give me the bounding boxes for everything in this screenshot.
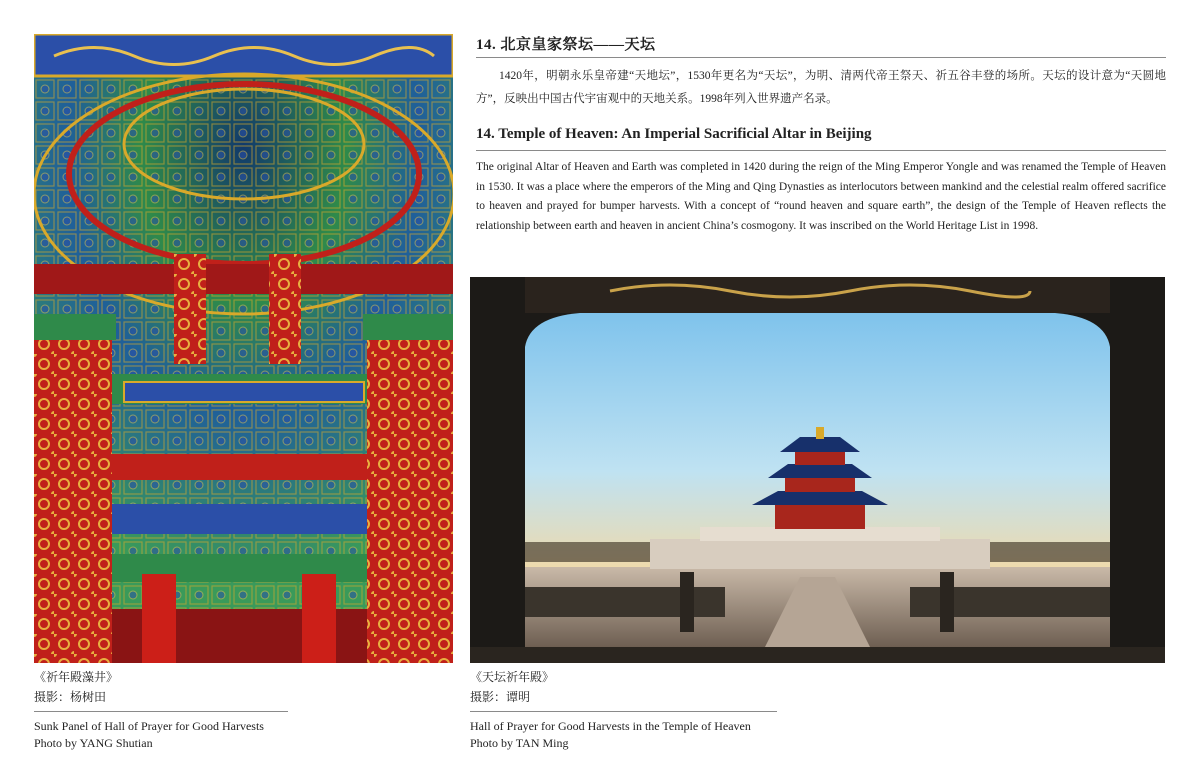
english-title: 14. Temple of Heaven: An Imperial Sacrificial Altar in Beijing <box>476 126 872 142</box>
right-caption-rule <box>470 711 777 712</box>
chinese-body: 1420年，明朝永乐皇帝建“天地坛”，1530年更名为“天坛”，为明、清两代帝王祭天、祈五谷丰登的场所。天坛的设计意为“天圆地方”，反映出中国古代宇宙观中的天地关系。1998年列入世界遗产名录。 <box>476 70 1166 105</box>
left-caption-en-photographer: Photo by YANG Shutian <box>34 736 153 750</box>
right-caption-en-photographer: Photo by TAN Ming <box>470 736 569 750</box>
right-caption-en-title: Hall of Prayer for Good Harvests in the Temple of Heaven <box>470 719 751 733</box>
right-caption-zh-photographer: 摄影：谭明 <box>470 690 531 704</box>
left-caption-rule <box>34 711 288 712</box>
left-caption-zh-photographer: 摄影：杨树田 <box>34 690 107 704</box>
left-caption-zh-title: 《祈年殿藻井》 <box>34 670 119 684</box>
chinese-title: 14. 北京皇家祭坛——天坛 <box>476 37 656 53</box>
left-caption-en-title: Sunk Panel of Hall of Prayer for Good Harvests <box>34 719 264 733</box>
chinese-title-rule <box>476 57 1166 58</box>
photo-sunk-panel <box>34 34 453 663</box>
english-body: The original Altar of Heaven and Earth was completed in 1420 during the reign of the Ming Emperor Yongle and was renamed the Temple of Heaven in 1530. It was a place where the emperors of the Ming and Qing Dynasties as interlocutors between mankind and the celestial realm offered sacrifice to heaven and prayed for bumper harvests. With a concept of “round heaven and square earth”, the design of the Temple of Heaven reflects the relationship between earth and heaven in ancient China’s cosmogony. It was inscribed on the World Heritage List in 1998. <box>476 161 1166 232</box>
photo-hall-of-prayer <box>470 277 1165 663</box>
right-caption-zh-title: 《天坛祈年殿》 <box>470 670 555 684</box>
english-title-rule <box>476 150 1166 151</box>
